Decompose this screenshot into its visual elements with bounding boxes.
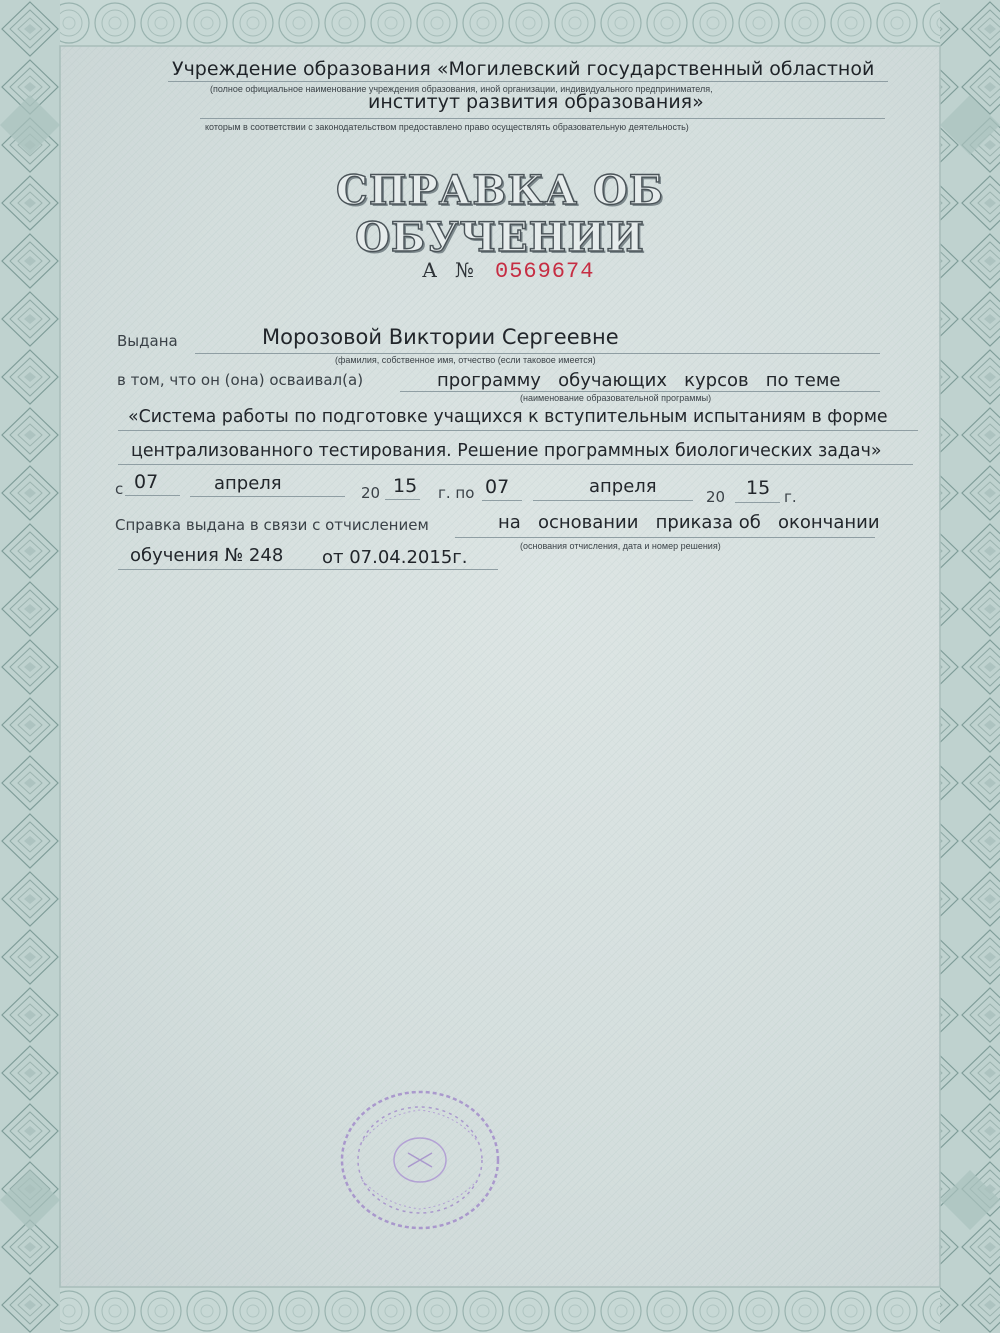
topic-underline-1 xyxy=(118,430,918,431)
program-hint: (наименование образовательной программы) xyxy=(520,393,712,403)
issued-underline xyxy=(195,353,880,354)
institution-hint-2: которым в соответствии с законодательством предоставлено право осуществлять образовательную деятельность) xyxy=(205,122,689,132)
reason-value-line-1: на основании приказа об окончании xyxy=(498,512,880,533)
date-to-day-underline xyxy=(482,500,522,501)
issued-label: Выдана xyxy=(117,332,178,350)
date-from-label: с xyxy=(115,480,124,498)
program-topic-line-1: «Система работы по подготовке учащихся к вступительным испытаниям в форме xyxy=(128,407,888,427)
date-to-month: апреля xyxy=(589,476,657,497)
date-to-year-underline xyxy=(735,502,780,503)
program-label: в том, что он (она) осваивал(а) xyxy=(117,371,364,389)
program-topic-line-2: централизованного тестирования. Решение программных биологических задач» xyxy=(131,441,882,461)
date-from-year-underline xyxy=(385,499,420,500)
date-from-day-underline xyxy=(125,495,180,496)
date-from-day: 07 xyxy=(134,471,159,493)
date-from-month: апреля xyxy=(214,473,282,494)
institution-underline-1 xyxy=(168,81,888,82)
institution-hint-1: (полное официальное наименование учреждения образования, иной организации, индивидуального предпринимателя, xyxy=(210,84,713,94)
official-stamp xyxy=(320,1075,530,1245)
date-from-month-underline xyxy=(190,496,345,497)
serial-number-sign: № xyxy=(455,258,474,282)
institution-line-1: Учреждение образования «Могилевский государственный областной xyxy=(172,58,875,80)
program-value: программу обучающих курсов по теме xyxy=(437,370,841,391)
document-title: СПРАВКА ОБ ОБУЧЕНИИ xyxy=(336,167,664,261)
reason-order-date: от 07.04.2015г. xyxy=(322,547,468,568)
date-to-day: 07 xyxy=(485,476,510,498)
reason-label: Справка выдана в связи с отчислением xyxy=(115,516,429,534)
date-to-year-prefix: 20 xyxy=(706,488,726,506)
topic-underline-2 xyxy=(118,464,913,465)
reason-underline-1 xyxy=(455,537,875,538)
issued-name: Морозовой Виктории Сергеевне xyxy=(262,325,619,349)
date-to-year: 15 xyxy=(746,477,771,499)
date-to-label: г. по xyxy=(438,484,475,502)
reason-underline-2 xyxy=(118,569,498,570)
program-underline xyxy=(400,391,880,392)
date-from-year-prefix: 20 xyxy=(361,484,381,502)
serial-number: 0569674 xyxy=(495,259,595,284)
date-to-month-underline xyxy=(533,500,693,501)
serial-series: А xyxy=(422,258,438,282)
institution-line-2: институт развития образования» xyxy=(368,91,704,113)
reason-order-number: обучения № 248 xyxy=(130,545,284,566)
institution-underline-2 xyxy=(200,118,885,119)
reason-hint: (основания отчисления, дата и номер решения) xyxy=(520,541,721,551)
date-year-suffix: г. xyxy=(784,488,797,506)
date-from-year: 15 xyxy=(393,475,418,497)
issued-hint: (фамилия, собственное имя, отчество (если таковое имеется) xyxy=(335,355,596,365)
